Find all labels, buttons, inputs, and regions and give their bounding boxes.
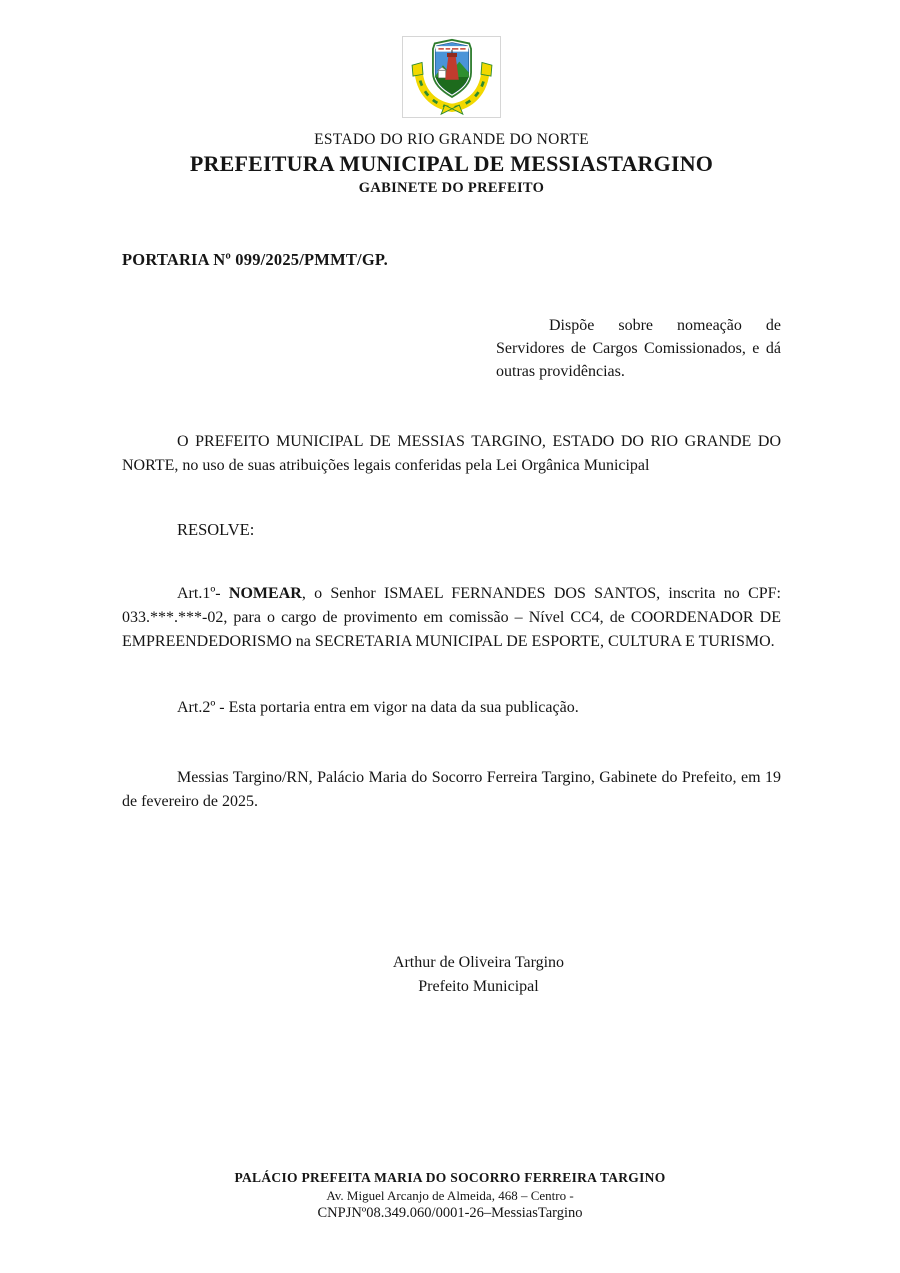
coat-of-arms-frame xyxy=(402,36,501,118)
signature-block xyxy=(149,951,808,998)
footer-cnpj: CNPJNº08.349.060/0001-26–MessiasTargino xyxy=(317,1205,583,1221)
organization-title: PREFEITURA MUNICIPAL DE MESSIASTARGINO xyxy=(189,151,714,176)
organization-subtitle: GABINETE DO PREFEITO xyxy=(358,180,545,196)
state-line: ESTADO DO RIO GRANDE DO NORTE xyxy=(314,131,589,148)
resolve-label: RESOLVE: xyxy=(177,520,255,539)
municipal-coat-of-arms-icon xyxy=(406,38,498,116)
dateline-paragraph: Messias Targino/RN, Palácio Maria do Socorro Ferreira Targino, Gabinete do Prefeito, em 19 de fevereiro de 2025. xyxy=(122,769,781,810)
footer-address: Av. Miguel Arcanjo de Almeida, 468 – Centro - xyxy=(326,1188,574,1203)
article-2-paragraph: Art.2º - Esta portaria entra em vigor na data da sua publicação. xyxy=(177,699,579,716)
document-number: PORTARIA Nº 099/2025/PMMT/GP. xyxy=(122,250,388,269)
page-footer xyxy=(0,1168,900,1222)
article-1-paragraph xyxy=(122,582,781,654)
footer-palace-name: PALÁCIO PREFEITA MARIA DO SOCORRO FERREIRA TARGINO xyxy=(234,1170,666,1185)
article-1-text: , o Senhor ISMAEL FERNANDES DOS SANTOS, inscrita no CPF: 033.***.***-02, para o cargo de provimento em comissão – Nível CC4, de COORDENADOR DE EMPREENDEDORISMO na SECRETARIA MUNICIPAL DE ESPORTE, CULTURA E TURISMO. xyxy=(122,585,781,650)
article-1-prefix: Art.1º- xyxy=(177,585,229,602)
preamble-paragraph: O PREFEITO MUNICIPAL DE MESSIAS TARGINO, ESTADO DO RIO GRANDE DO NORTE, no uso de suas atribuições legais conferidas pela Lei Orgânica Municipal xyxy=(122,433,781,474)
article-1-action: NOMEAR xyxy=(228,585,302,602)
signatory-name: Arthur de Oliveira Targino xyxy=(392,954,565,971)
signatory-role: Prefeito Municipal xyxy=(418,977,539,995)
letterhead xyxy=(122,131,781,197)
document-summary: Dispõe sobre nomeação de Servidores de Cargos Comissionados, e dá outras providências. xyxy=(496,317,781,380)
